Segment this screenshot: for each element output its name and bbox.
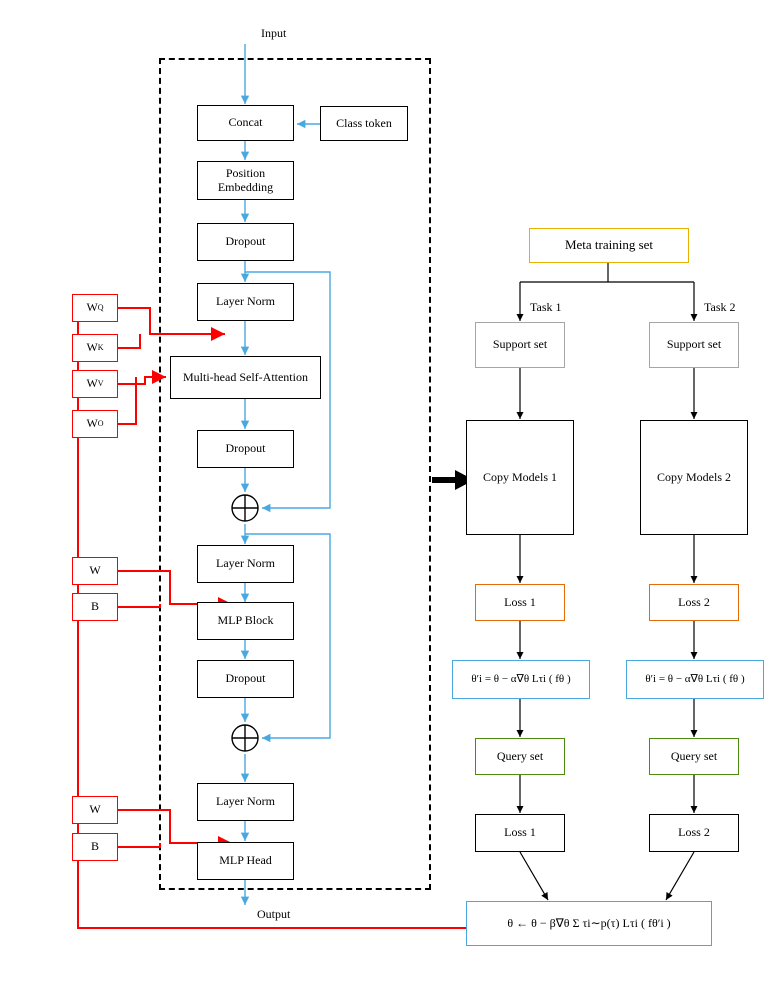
loss-outer-box-1[interactable]: Loss 1: [475, 814, 565, 852]
layer-norm-box-3[interactable]: Layer Norm: [197, 783, 294, 821]
query-set-box-2[interactable]: Query set: [649, 738, 739, 775]
residual-add-1: [228, 491, 262, 525]
weight-wv-label: W: [86, 376, 98, 391]
task-1-label: Task 1: [530, 300, 562, 314]
weight-w-mlp-head-box[interactable]: W: [72, 796, 118, 824]
dropout-box-3[interactable]: Dropout: [197, 660, 294, 698]
mlp-block-box[interactable]: MLP Block: [197, 602, 294, 640]
meta-training-set-box[interactable]: Meta training set: [529, 228, 689, 263]
input-label: Input: [261, 26, 287, 40]
weight-wk-sup: K: [97, 343, 104, 353]
weight-wk-label: W: [86, 340, 98, 355]
loss-outer-box-2[interactable]: Loss 2: [649, 814, 739, 852]
weight-wq-label: W: [86, 300, 98, 315]
weight-b-mlp-head-box[interactable]: B: [72, 833, 118, 861]
mlp-head-box[interactable]: MLP Head: [197, 842, 294, 880]
weight-wo-box[interactable]: [72, 410, 118, 438]
class-token-box[interactable]: Class token: [320, 106, 408, 141]
position-embedding-box[interactable]: Position Embedding: [197, 161, 294, 200]
dropout-box-2[interactable]: Dropout: [197, 430, 294, 468]
meta-update-formula: θ ← θ − β∇θ Σ τi∼p(τ) Lτi ( fθ′i ): [466, 901, 712, 946]
inner-update-formula-1: θ′i = θ − α∇θ Lτi ( fθ ): [452, 660, 590, 699]
concat-box[interactable]: Concat: [197, 105, 294, 141]
weight-wo-label: W: [86, 416, 98, 431]
residual-add-2: [228, 721, 262, 755]
weight-wv-box[interactable]: [72, 370, 118, 398]
inner-update-formula-2: θ′i = θ − α∇θ Lτi ( fθ ): [626, 660, 764, 699]
weight-w-mlp-block-box[interactable]: W: [72, 557, 118, 585]
weight-wo-sup: O: [97, 419, 104, 429]
loss-inner-box-1[interactable]: Loss 1: [475, 584, 565, 621]
weight-wq-box[interactable]: [72, 294, 118, 322]
weight-wk-box[interactable]: [72, 334, 118, 362]
output-label: Output: [257, 907, 291, 921]
copy-models-box-2[interactable]: Copy Models 2: [640, 420, 748, 535]
dropout-box-1[interactable]: Dropout: [197, 223, 294, 261]
layer-norm-box-1[interactable]: Layer Norm: [197, 283, 294, 321]
loss-inner-box-2[interactable]: Loss 2: [649, 584, 739, 621]
weight-wv-sup: V: [97, 379, 104, 389]
layer-norm-box-2[interactable]: Layer Norm: [197, 545, 294, 583]
copy-models-box-1[interactable]: Copy Models 1: [466, 420, 574, 535]
weight-wq-sup: Q: [97, 303, 104, 313]
support-set-box-2[interactable]: Support set: [649, 322, 739, 368]
multi-head-self-attention-box[interactable]: Multi-head Self-Attention: [170, 356, 321, 399]
query-set-box-1[interactable]: Query set: [475, 738, 565, 775]
task-2-label: Task 2: [704, 300, 736, 314]
support-set-box-1[interactable]: Support set: [475, 322, 565, 368]
weight-b-mlp-block-box[interactable]: B: [72, 593, 118, 621]
